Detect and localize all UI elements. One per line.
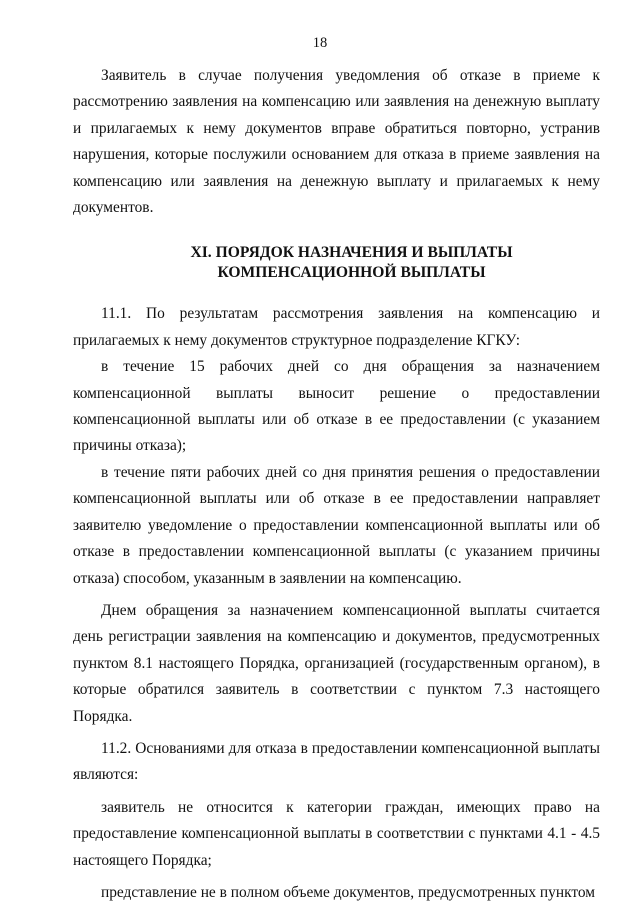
- paragraph-notification-term: в течение пяти рабочих дней со дня принятия решения о предоставлении компенсационной выплаты или об отказе в ее предоставлении направляет заявителю уведомление о предоставлении компенсационной выплаты или об отказе в предоставлении компенсационной выплаты (с указанием причины отказа) способом, указанным в заявлении на компенсацию.: [73, 463, 600, 587]
- paragraph-resubmission: Заявитель в случае получения уведомления об отказе в приеме к рассмотрению заявления на компенсацию или заявления на денежную выплату и прилагаемых к нему документов вправе обратиться повторно, устранив нарушения, которые послужили основанием для отказа в приеме заявления на компенсацию или заявления на денежную выплату и прилагаемых к нему документов.: [73, 67, 600, 217]
- section-heading: [73, 243, 600, 283]
- paragraph-refusal-category: заявитель не относится к категории граждан, имеющих право на предоставление компенсационной выплаты в соответствии с пунктами 4.1 - 4.5 настоящего Порядка;: [73, 798, 600, 869]
- document-body: [73, 63, 600, 906]
- page-number: 18: [312, 35, 328, 51]
- paragraph-application-date: Днем обращения за назначением компенсационной выплаты считается день регистрации заявления на компенсацию и документов, предусмотренных пунктом 8.1 настоящего Порядка, организацией (государственным органом), в которые обратился заявитель в соответствии с пунктом 7.3 настоящего Порядка.: [73, 601, 600, 725]
- paragraph-decision-term: в течение 15 рабочих дней со дня обращения за назначением компенсационной выплаты выносит решение о предоставлении компенсационной выплаты или об отказе в ее предоставлении (с указанием причины отказа);: [73, 358, 600, 455]
- paragraph-11-1: 11.1. По результатам рассмотрения заявления на компенсацию и прилагаемых к нему документов структурное подразделение КГКУ:: [73, 305, 600, 349]
- section-heading-line-1: XI. ПОРЯДОК НАЗНАЧЕНИЯ И ВЫПЛАТЫ: [190, 244, 513, 262]
- section-heading-line-2: КОМПЕНСАЦИОННОЙ ВЫПЛАТЫ: [217, 264, 486, 282]
- paragraph-refusal-documents: представление не в полном объеме документов, предусмотренных пунктом: [101, 883, 596, 901]
- paragraph-11-2: 11.2. Основаниями для отказа в предоставлении компенсационной выплаты являются:: [73, 739, 600, 784]
